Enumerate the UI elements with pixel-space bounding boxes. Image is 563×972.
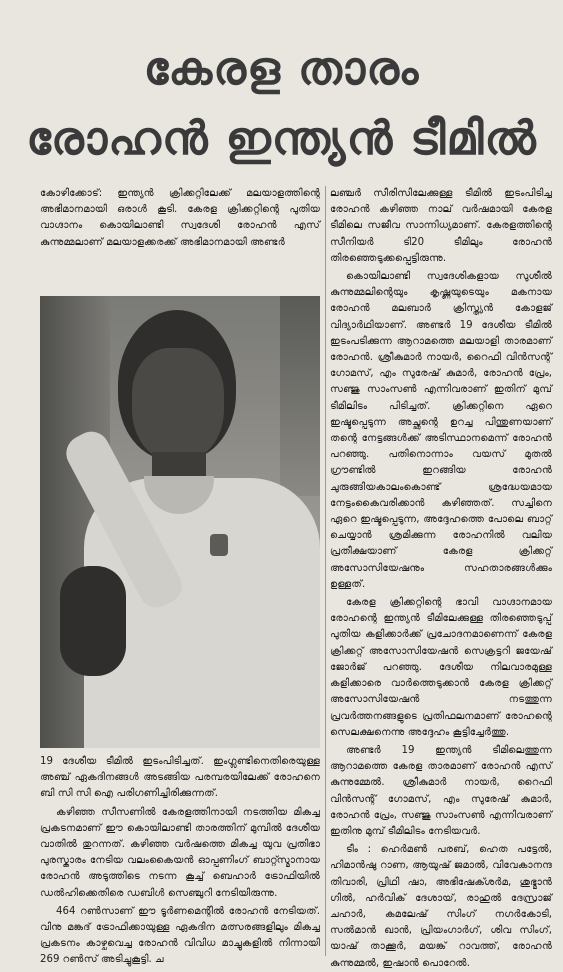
headline-line-1: കേരള താരം	[143, 41, 420, 95]
headline-line-2: രോഹൻ ഇന്ത്യൻ ടീമിൽ	[26, 111, 537, 165]
paragraph: 464 റൺസാണ് ഈ ടൂർണമെന്റിൽ രോഹൻ നേടിയത്. വിനു മങ്കദ് ട്രോഫിക്കായുള്ള ഏകദിന മത്സരങ്ങളിലും മികച്ച പ്രകടനം കാഴ്ചവെച്ച രോഹൻ വിവിധ മാച്ചുകളിൽ നിന്നായി 269 റൺസ് അടിച്ചുകൂട്ടി. ച	[40, 905, 320, 966]
paragraph: കോഴിക്കോട്: ഇന്ത്യൻ ക്രിക്കറ്റിലേക്ക് മലയാളത്തിന്റെ അഭിമാനമായി ഒരാൾ കൂടി. കേരള ക്രിക്കറ്റിന്റെ പുതിയ വാഗ്ദാനം കൊയിലാണ്ടി സ്വദേശി രോഹൻ എസ് കുന്നുമ്മലാണ് മലയാളക്കരക്ക് അഭിമാനമായി അണ്ടർ	[40, 188, 320, 248]
right-column	[330, 186, 552, 969]
left-column-bottom	[40, 754, 320, 966]
paragraph: കഴിഞ്ഞ സീസണിൽ കേരളത്തിനായി നടത്തിയ മികച്ച പ്രകടനമാണ് ഈ കൊയിലാണ്ടി താരത്തിന് മുമ്പിൽ ദേശീയ വാതിൽ തുറന്നത്. കഴിഞ്ഞ വർഷത്തെ മികച്ച യുവ പ്രതിഭാ പുരസ്കാരം നേടിയ വലംകൈയൻ ഓപ്പണിംഗ് ബാറ്റ്സ്മാനായ രോഹൻ അടുത്തിടെ നടന്ന കൂച്ച് ബെഹാർ ട്രോഫിയിൽ ഡൽഹിക്കെതിരെ ഡബിൾ സെഞ്ചുറി നേടിയിരുന്നു.	[40, 806, 320, 899]
left-column-top	[40, 186, 320, 290]
paragraph: ലഞ്ചർ സീരിസിലേക്കുള്ള ടീമിൽ ഇടംപിടിച്ച രോഹൻ കഴിഞ്ഞ നാല് വർഷമായി കേരള ടീമിലെ സജീവ സാന്നിധ്യമാണ്. കേരളത്തിന്റെ സീനിയർ ടി20 ടീമിലും രോഹൻ തിരഞ്ഞെടുക്കപ്പെട്ടിരുന്നു.	[330, 188, 552, 264]
paragraph: ടീം : ഹെർമൺ പരബ്, ഹെത പട്ടേൽ, ഹിമാൻഷു റാണ, ആയുഷ് ജമാൽ, വിവേകാനന്ദ തിവാരി, പ്രിഥി ഷാ, അഭിഷേക്ശർമ, ശുഭ്മാൻ ഗിൽ, ഹർവിക് ദേശായ്, രാഹുൽ ദേസ്രാജ് ചഹാർ, കമലേഷ് സിംഗ് നഗർകോടി, സൽമാൻ ഖാൻ, പ്രിയംഗാർഗ്, ശിവ സിംഗ്, യാഷ് താക്കൂർ, മയങ്ക് റാവത്ത്, രോഹൻ കുന്നുമ്മൽ, ഇഷാൻ പൊറേൽ.	[330, 844, 552, 969]
paragraph: 19 ദേശീയ ടീമിൽ ഇടംപിടിച്ചത്. ഇംഗ്ലണ്ടിനെതിരെയുള്ള അഞ്ച് ഏകദിനങ്ങൾ അടങ്ങിയ പരമ്പരയിലേക്ക് രോഹനെ ബി സി സി ഐ പരിഗണിച്ചിരിക്കുന്നത്.	[40, 756, 320, 800]
column-divider	[325, 186, 326, 956]
paragraph: അണ്ടർ 19 ഇന്ത്യൻ ടീമിലെത്തുന്ന ആറാമത്തെ കേരള താരമാണ് രോഹൻ എസ് കുന്നുമ്മേൽ. ശ്രീകുമാർ നായർ, റൈഫി വിൻസന്റ് ഗോമസ്, എം സുരേഷ് കുമാർ, രോഹൻ പ്രേം, സഞ്ജു സാംസൺ എന്നിവരാണ് ഇതിനു മുമ്പ് ടീമിലിടം നേടിയവർ.	[330, 744, 552, 837]
paragraph: കൊയിലാണ്ടി സ്വദേശികളായ സുശീൽ കുന്നുമ്മലിന്റെയും കൃഷ്ണയുടെയും മകനായ രോഹൻ മലബാർ ക്രിസ്ത്യൻ കോളജ് വിദ്യാർഥിയാണ്. അണ്ടർ 19 ദേശീയ ടീമിൽ ഇടംപടിക്കുന്ന ആറാമത്തെ മലയാളി താരമാണ് രോഹൻ. ശ്രീകുമാർ നായർ, റൈഫി വിൻസന്റ് ഗോമസ്, എം സുരേഷ് കുമാർ, രോഹൻ പ്രേം, സഞ്ജു സാംസൺ എന്നിവരാണ് ഇതിന് മുമ്പ് ടീമിലിടം പിടിച്ചത്. ക്രിക്കറ്റിനെ ഏറെ ഇഷ്ടപ്പെടുന്ന അച്ഛന്റെ ഉറച്ച പിന്തുണയാണ് തന്റെ നേട്ടങ്ങൾക്ക് അടിസ്ഥാനമെന്ന് രോഹൻ പറഞ്ഞു. പതിനൊന്നാം വയസ് മുതൽ ഗ്രൗണ്ടിൽ ഇറങ്ങിയ രോഹൻ ചുരുങ്ങിയകാലംകൊണ്ട് ശ്രദ്ധേയമായ നേട്ടംകൈവരിക്കാൻ കഴിഞ്ഞത്. സച്ചിനെ ഏറെ ഇഷ്ടപ്പെടുന്ന, അദ്ദേഹത്തെ പോലെ ബാറ്റ് ചെയ്യാൻ ശ്രമിക്കുന്ന രോഹനിൽ വലിയ പ്രതീക്ഷയാണ് കേരള ക്രിക്കറ്റ് അസോസിയേഷനും സഹതാരങ്ങൾക്കും ഉള്ളത്.	[330, 271, 552, 590]
cricketer-photo	[40, 296, 320, 748]
paragraph: കേരള ക്രിക്കറ്റിന്റെ ഭാവി വാഗ്ദാനമായ രോഹന്റെ ഇന്ത്യൻ ടീമിലേക്കുള്ള തിരഞ്ഞെടുപ്പ് പുതിയ കളിക്കാർക്ക് പ്രചോദനമാണെന്ന് കേരള ക്രിക്കറ്റ് അസോസിയേഷൻ സെക്രട്ടറി ജയേഷ് ജോർജ് പറഞ്ഞു. ദേശീയ നിലവാരമുള്ള കളിക്കാരെ വാർത്തെടുക്കാൻ കേരള ക്രിക്കറ്റ് അസോസിയേഷൻ നടത്തുന്ന പ്രവർത്തനങ്ങളുടെ പ്രതിഫലനമാണ് രോഹന്റെ സെലക്ഷനെന്നു അദ്ദേഹം കൂട്ടിച്ചേർത്തു.	[330, 597, 552, 738]
